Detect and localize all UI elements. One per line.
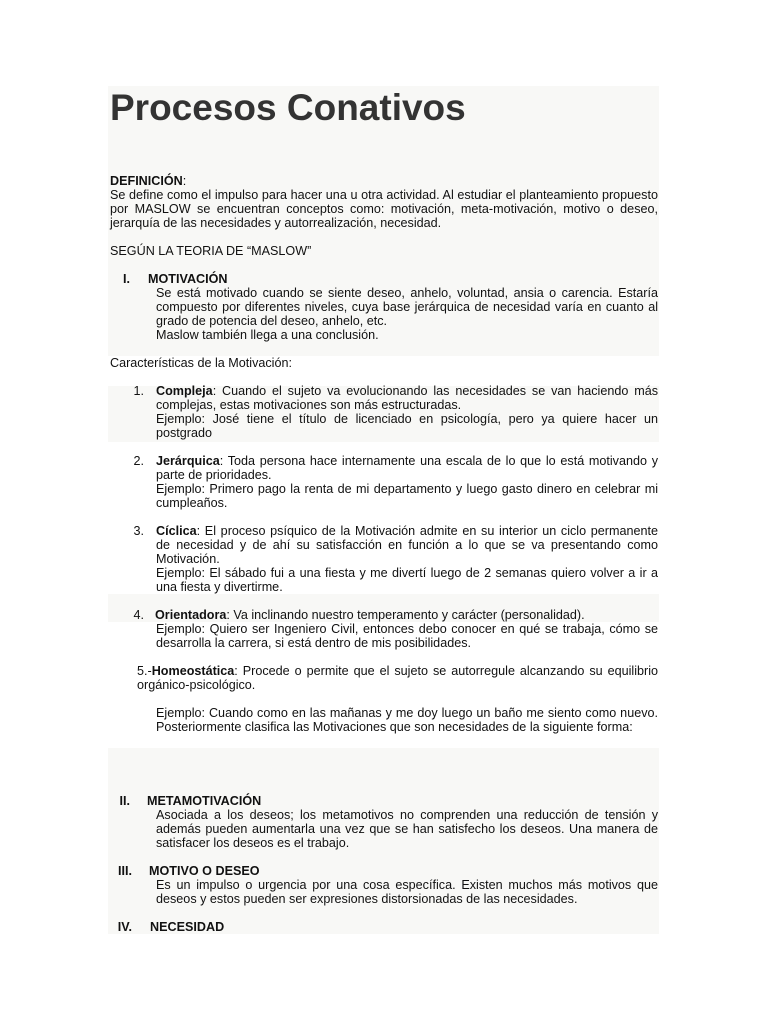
list-item-example: Ejemplo: Primero pago la renta de mi departamento y luego gasto dinero en celebrar mi cumpleaños. xyxy=(156,482,658,510)
definition-text: Se define como el impulso para hacer una u otra actividad. Al estudiar el planteamiento propuesto por MASLOW se encuentran conceptos como: motivación, meta-motivación, motivo o deseo, jerarquía de las necesidades y autorrealización, necesidad. xyxy=(110,188,658,230)
list-item-example: Ejemplo: Quiero ser Ingeniero Civil, entonces debo conocer en qué se trabaja, cómo se desarrolla la carrera, si está dentro de mis posibilidades. xyxy=(156,622,658,650)
section-text: Es un impulso o urgencia por una cosa específica. Existen muchos más motivos que deseos y estos pueden ser expresiones distorsionadas de las necesidades. xyxy=(156,878,658,906)
section-text: Se está motivado cuando se siente deseo, anhelo, voluntad, ansia o carencia. Estaría compuesto por diferentes niveles, cuya base jerárquica de necesidad varía en cuanto al grado de potencia del deseo, anhelo, etc. xyxy=(156,286,658,328)
list-item xyxy=(156,384,658,412)
list-item-term: Homeostática xyxy=(151,664,235,678)
list-item-text: : El proceso psíquico de la Motivación admite en su interior un ciclo permanente de necesidad y de ahí su satisfacción en función a lo que se va presentando como Motivación. xyxy=(156,524,658,566)
list-item-term: Jerárquica xyxy=(156,454,220,468)
list-item-text: : Toda persona hace internamente una escala de lo que lo está motivando y parte de prioridades. xyxy=(156,454,658,482)
definition-label-colon: : xyxy=(182,174,187,188)
list-item-number: 4. xyxy=(133,608,144,622)
section-numeral: I. xyxy=(123,272,130,286)
section-text: Asociada a los deseos; los metamotivos no comprenden una reducción de tensión y además pueden aumentarla una vez que se han satisfecho los deseos. Una manera de satisfacer los deseos es el trabajo. xyxy=(156,808,658,850)
list-item-term: Cíclica xyxy=(156,524,197,538)
list-item-example: Ejemplo: José tiene el título de licenciado en psicología, pero ya quiere hacer un postgrado xyxy=(156,412,658,440)
list-item xyxy=(137,664,658,692)
list-item-text: : Procede o permite que el sujeto se autorregule alcanzando su equilibrio orgánico-psicológico. xyxy=(137,664,658,692)
list-item-number: 2. xyxy=(133,454,144,468)
section-heading: MOTIVO O DESEO xyxy=(149,864,260,878)
list-item xyxy=(156,454,658,482)
list-item-term: Compleja xyxy=(156,384,213,398)
page-title: Procesos Conativos xyxy=(110,87,466,128)
list-item-example: Ejemplo: El sábado fui a una fiesta y me divertí luego de 2 semanas quiero volver a ir a una fiesta y divertirme. xyxy=(156,566,658,594)
section-numeral: II. xyxy=(119,794,130,808)
section-heading: MOTIVACIÓN xyxy=(148,272,228,286)
list-item xyxy=(155,608,658,622)
section-numeral: III. xyxy=(118,864,132,878)
section-extra-text: Maslow también llega a una conclusión. xyxy=(156,328,379,342)
section-heading: NECESIDAD xyxy=(150,920,225,934)
list-item-example: Ejemplo: Cuando como en las mañanas y me doy luego un baño me siento como nuevo. Posteriormente clasifica las Motivaciones que son necesidades de la siguiente forma: xyxy=(156,706,658,734)
characteristics-heading: Características de la Motivación: xyxy=(110,356,292,370)
list-item-text: : Cuando el sujeto va evolucionando las necesidades se van haciendo más complejas, estas motivaciones son más estructuradas. xyxy=(156,384,658,412)
maslow-heading: SEGÚN LA TEORIA DE “MASLOW” xyxy=(110,244,312,258)
section-numeral: IV. xyxy=(117,920,132,934)
list-item-number: 1. xyxy=(133,384,144,398)
list-item-text: : Va inclinando nuestro temperamento y carácter (personalidad). xyxy=(226,608,585,622)
section-heading: METAMOTIVACIÓN xyxy=(147,794,262,808)
list-item-term: Orientadora xyxy=(155,608,227,622)
list-item xyxy=(156,524,658,566)
list-item-number: 5.- xyxy=(137,664,152,678)
definition-label xyxy=(110,174,186,188)
list-item-number: 3. xyxy=(133,524,144,538)
definition-label-text: DEFINICIÓN xyxy=(110,174,183,188)
